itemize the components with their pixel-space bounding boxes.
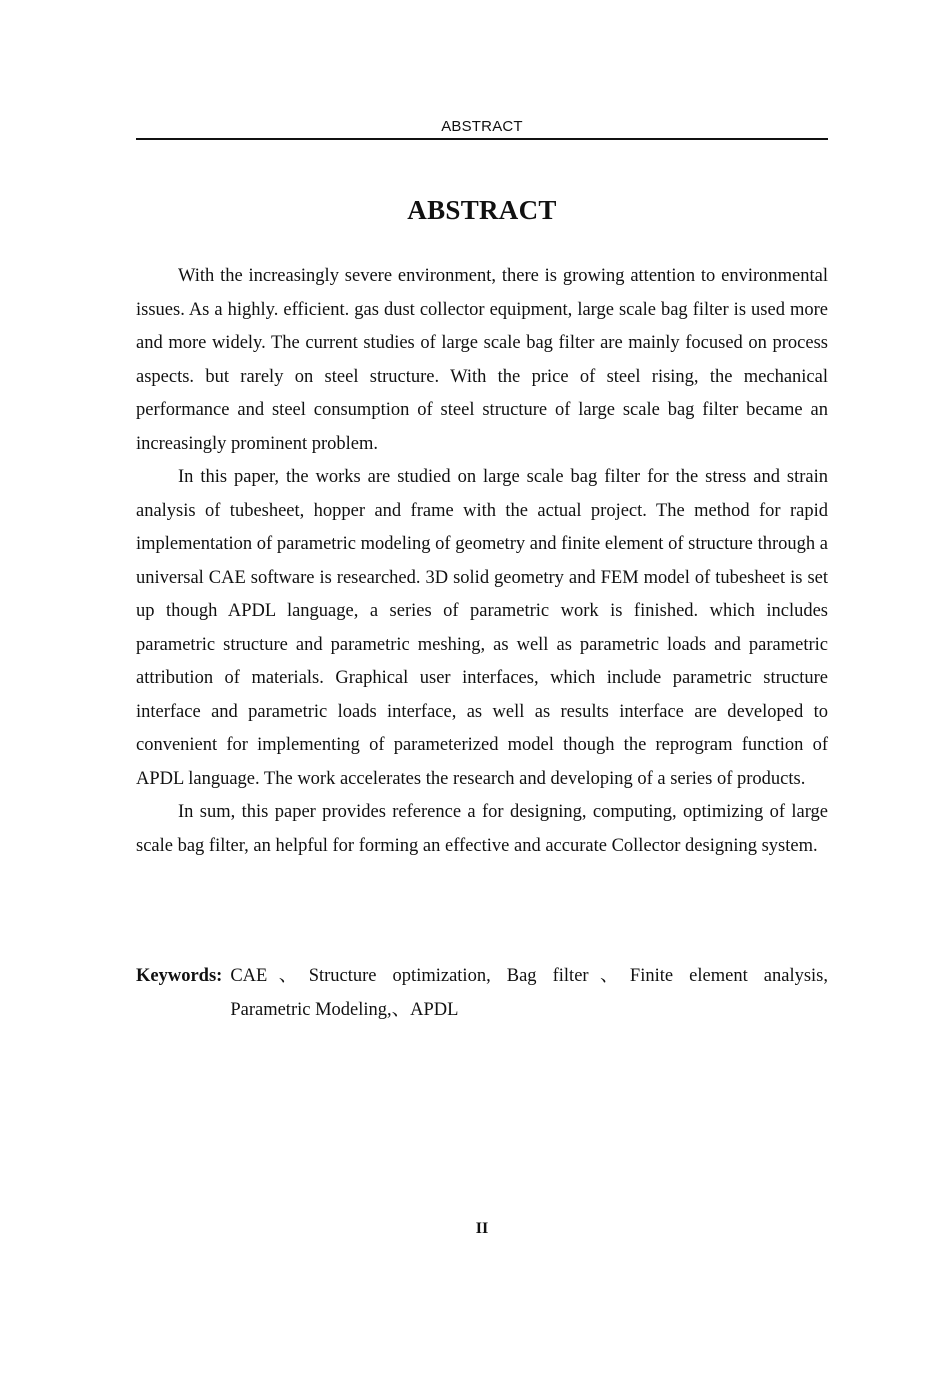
keywords-line-1: CAE、Structure optimization, Bag filter、Finite element analysis, [230,966,828,986]
keywords-line-2: Parametric Modeling,、APDL [230,999,459,1020]
keywords-block [136,960,828,1027]
abstract-paragraph-3: In sum, this paper provides reference a for designing, computing, optimizing of large scale bag filter, an helpful for forming an effective and accurate Collector designing system. [136,802,828,856]
header-rule [136,138,828,140]
keywords-label: Keywords: [136,966,223,986]
keywords-list [230,960,828,1027]
abstract-paragraph-2: In this paper, the works are studied on large scale bag filter for the stress and strain analysis of tubesheet, hopper and frame with the actual project. The method for rapid implementation of parametric modeling of geometry and finite element of structure through a universal CAE software is researched. 3D solid geometry and FEM model of tubesheet is set up though APDL language, a series of parametric work is finished. which includes parametric structure and parametric meshing, as well as parametric loads and parametric attribution of materials. Graphical user interfaces, which include parametric structure interface and parametric loads interface, as well as results interface are developed to convenient for implementing of parameterized model though the reprogram function of APDL language. The work accelerates the research and developing of a series of products. [136,467,828,789]
abstract-paragraph-1: With the increasingly severe environment, there is growing attention to environmental issues. As a highly. efficient. gas dust collector equipment, large scale bag filter is used more and more widely. The current studies of large scale bag filter are mainly focused on process aspects. but rarely on steel structure. With the price of steel rising, the mechanical performance and steel consumption of steel structure of large scale bag filter became an increasingly prominent problem. [136,266,828,454]
running-header: ABSTRACT [441,118,523,135]
abstract-body [136,260,828,863]
abstract-title: ABSTRACT [407,195,557,225]
page-number: II [475,1220,489,1237]
